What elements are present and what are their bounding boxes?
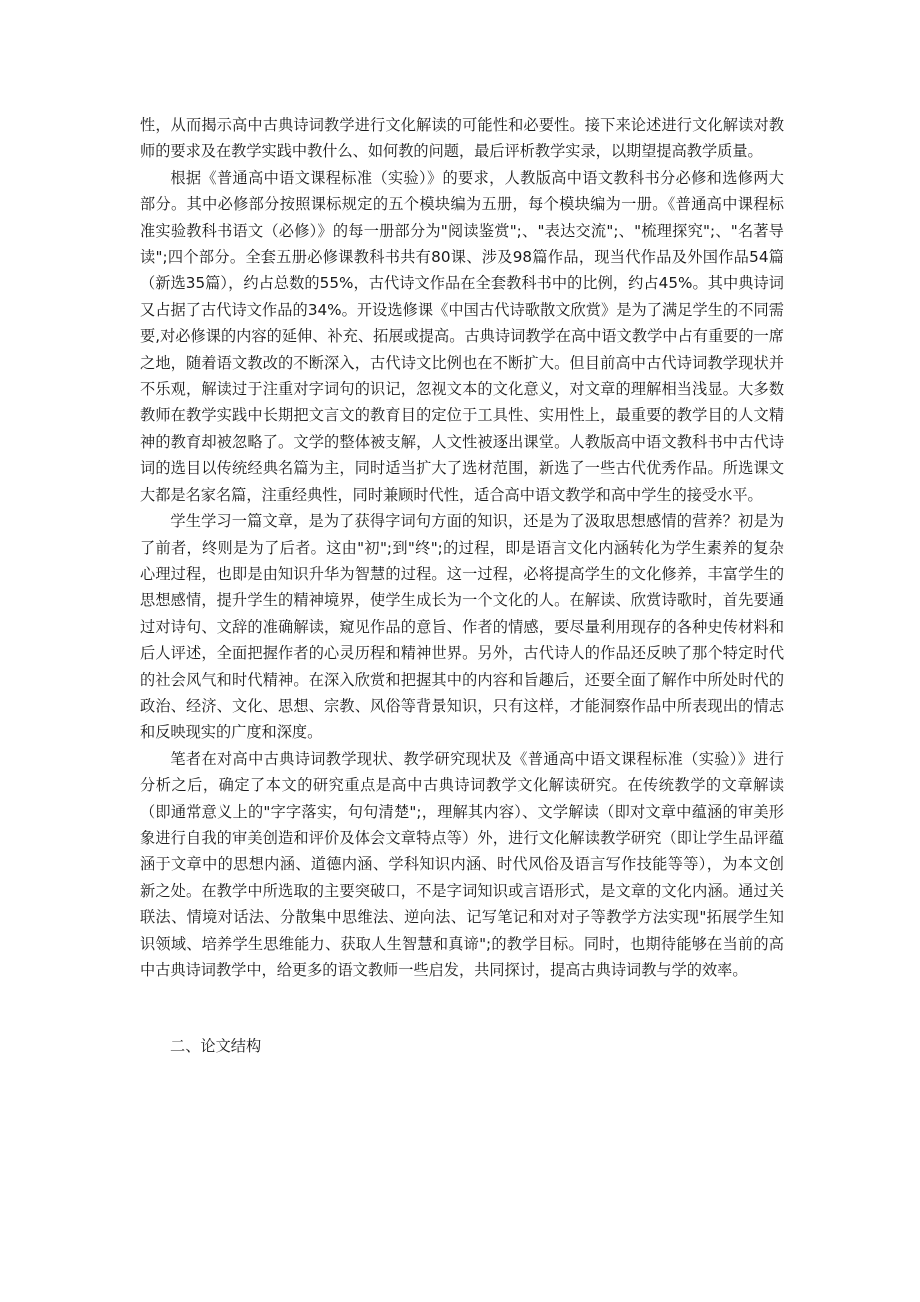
document-body xyxy=(140,112,784,1060)
paragraph-4: 笔者在对高中古典诗词教学现状、教学研究现状及《普通高中语文课程标准（实验）》进行分析之后，确定了本文的研究重点是高中古典诗词教学文化解读研究。在传统教学的文章解读（即通常意义上的"字字落实，句句清楚";，理解其内容）、文学解读（即对文章中蕴涵的审美形象进行自我的审美创造和评价及体会文章特点等）外，进行文化解读教学研究（即让学生品评蕴涵于文章中的思想内涵、道德内涵、学科知识内涵、时代风俗及语言写作技能等等），为本文创新之处。在教学中所选取的主要突破口，不是字词知识或言语形式，是文章的文化内涵。通过关联法、情境对话法、分散集中思维法、逆向法、记写笔记和对对子等教学方法实现"拓展学生知识领域、培养学生思维能力、获取人生智慧和真谛";的教学目标。同时，也期待能够在当前的高中古典诗词教学中，给更多的语文教师一些启发，共同探讨，提高古典诗词教与学的效率。 xyxy=(140,749,784,979)
paragraph-3: 学生学习一篇文章，是为了获得字词句方面的知识，还是为了汲取思想感情的营养？初是为了前者，终则是为了后者。这由"初";到"终";的过程，即是语言文化内涵转化为学生素养的复杂心理过程，也即是由知识升华为智慧的过程。这一过程，必将提高学生的文化修养，丰富学生的思想感情，提升学生的精神境界，使学生成长为一个文化的人。在解读、欣赏诗歌时，首先要通过对诗句、文辞的准确解读，窥见作品的意旨、作者的情感，要尽量利用现存的各种史传材料和后人评述，全面把握作者的心灵历程和精神世界。另外，古代诗人的作品还反映了那个特定时代的社会风气和时代精神。在深入欣赏和把握其中的内容和旨趣后，还要全面了解作中所处时代的政治、经济、文化、思想、宗教、风俗等背景知识，只有这样，才能洞察作品中所表现出的情志和反映现实的广度和深度。 xyxy=(140,512,784,742)
section-heading: 二、论文结构 xyxy=(170,1037,262,1056)
paragraph-2: 根据《普通高中语文课程标准（实验）》的要求，人教版高中语文教科书分必修和选修两大部分。其中必修部分按照课标规定的五个模块编为五册，每个模块编为一册。《普通高中课程标准实验教科书语文（必修）》的每一册部分为"阅读鉴赏";、"表达交流";、"梳理探究";、"名著导读";四个部分。全套五册必修课教科书共有80课、涉及98篇作品，现当代作品及外国作品54篇（新选35篇），约占总数的55%，古代诗文作品在全套教科书中的比例，约占45%。其中典诗词又占据了古代诗文作品的34%。开设选修课《中国古代诗歌散文欣赏》是为了满足学生的不同需要,对必修课的内容的延伸、补充、拓展或提高。古典诗词教学在高中语文教学中占有重要的一席之地，随着语文教改的不断深入，古代诗文比例也在不断扩大。但目前高中古代诗词教学现状并不乐观，解读过于注重对字词句的识记，忽视文本的文化意义，对文章的理解相当浅显。大多数教师在教学实践中长期把文言文的教育目的定位于工具性、实用性上，最重要的教学目的人文精神的教育却被忽略了。文学的整体被支解，人文性被逐出课堂。人教版高中语文教科书中古代诗词的选目以传统经典名篇为主，同时适当扩大了选材范围，新选了一些古代优秀作品。所选课文大都是名家名篇，注重经典性，同时兼顾时代性，适合高中语文教学和高中学生的接受水平。 xyxy=(140,168,784,504)
paragraph-1: 性，从而揭示高中古典诗词教学进行文化解读的可能性和必要性。接下来论述进行文化解读对教师的要求及在教学实践中教什么、如何教的问题，最后评析教学实录，以期望提高教学质量。 xyxy=(140,116,784,161)
